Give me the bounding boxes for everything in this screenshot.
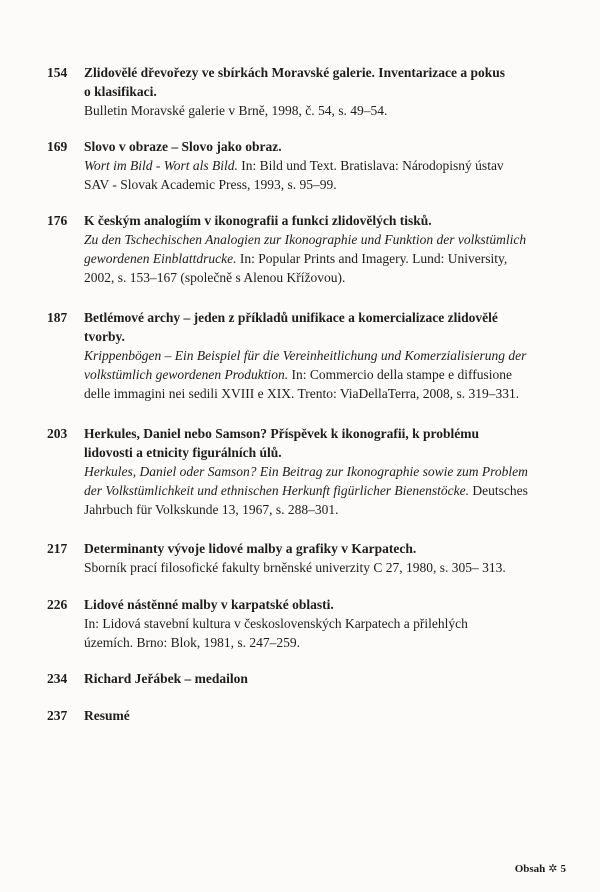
- footer-section-label: Obsah: [514, 863, 546, 875]
- entry-page-number: 234: [47, 671, 68, 686]
- entry-citation: Sborník prací filosofické fakulty brněnské univerzity C 27, 1980, s. 305– 313.: [84, 560, 506, 575]
- entry-citation: Bulletin Moravské galerie v Brně, 1998, č. 54, s. 49–54.: [84, 103, 388, 118]
- entry-citation: In: Lidová stavební kultura v československých Karpatech a přilehlých: [84, 616, 468, 631]
- entry-foreign-title: der Volkstümlichkeit und ethnischen Herkunft figürlicher Bienenstöcke.: [84, 483, 470, 498]
- entry-title: Herkules, Daniel nebo Samson? Příspěvek k ikonografii, k problému: [84, 426, 480, 441]
- entry-citation-line: [84, 365, 574, 384]
- entry-citation-line: [84, 249, 574, 268]
- entry-title: Zlidovělé dřevořezy ve sbírkách Moravské galerie. Inventarizace a pokus: [84, 65, 506, 80]
- entry-title: Lidové nástěnné malby v karpatské oblasti.: [84, 597, 334, 612]
- entry-citation: 2002, s. 153–167 (společně s Alenou Křížovou).: [84, 270, 346, 285]
- entry-title: Betlémové archy – jeden z příkladů unifikace a komercializace zlidovělé: [84, 310, 498, 325]
- entry-title: Slovo v obraze – Slovo jako obraz.: [84, 139, 282, 154]
- footer-page-number: 5: [560, 863, 566, 875]
- entry-title: o klasifikaci.: [84, 84, 157, 99]
- entry-citation: delle immagini nei sedili XVIII e XIX. Trento: ViaDellaTerra, 2008, s. 319–331.: [84, 386, 520, 401]
- entry-page-number: 187: [47, 310, 68, 325]
- entry-page-number: 237: [47, 708, 68, 723]
- entry-citation: SAV - Slovak Academic Press, 1993, s. 95–99.: [84, 177, 337, 192]
- entry-page-number: 169: [47, 139, 68, 154]
- entry-page-number: 154: [47, 65, 68, 80]
- page-footer: [515, 862, 566, 876]
- entry-citation: Jahrbuch für Volkskunde 13, 1967, s. 288–301.: [84, 502, 339, 517]
- entry-foreign-title: Herkules, Daniel oder Samson? Ein Beitrag zur Ikonographie sowie zum Problem: [84, 464, 528, 479]
- entry-citation: In: Bild und Text. Bratislava: Národopisný ústav: [237, 158, 504, 173]
- entry-page-number: 217: [47, 541, 68, 556]
- entry-title: lidovosti a etnicity figurálních úlů.: [84, 445, 282, 460]
- entry-citation: In: Commercio della stampe e diffusione: [288, 367, 513, 382]
- entry-title: Resumé: [84, 708, 130, 723]
- entry-citation-line: [84, 156, 574, 175]
- entry-foreign-title: gewordenen Einblattdrucke.: [84, 251, 237, 266]
- entry-title: K českým analogiím v ikonografii a funkci zlidovělých tisků.: [84, 213, 432, 228]
- entry-foreign-title: Zu den Tschechischen Analogien zur Ikonographie und Funktion der volkstümlich: [84, 232, 527, 247]
- entry-foreign-title: Wort im Bild - Wort als Bild.: [84, 158, 238, 173]
- entry-title: Determinanty vývoje lidové malby a grafiky v Karpatech.: [84, 541, 417, 556]
- entry-citation: územích. Brno: Blok, 1981, s. 247–259.: [84, 635, 300, 650]
- entry-page-number: 226: [47, 597, 68, 612]
- ornament-icon: ✲: [548, 863, 558, 875]
- entry-page-number: 176: [47, 213, 68, 228]
- entry-title: Richard Jeřábek – medailon: [84, 671, 248, 686]
- entry-title: tvorby.: [84, 329, 125, 344]
- entry-foreign-title: volkstümlich gewordenen Produktion.: [84, 367, 289, 382]
- entry-citation: Deutsches: [469, 483, 528, 498]
- entry-citation: In: Popular Prints and Imagery. Lund: University,: [236, 251, 508, 266]
- entry-citation-line: [84, 481, 574, 500]
- entry-page-number: 203: [47, 426, 68, 441]
- entry-foreign-title: Krippenbögen – Ein Beispiel für die Vereinheitlichung und Komerzialisierung der: [84, 348, 527, 363]
